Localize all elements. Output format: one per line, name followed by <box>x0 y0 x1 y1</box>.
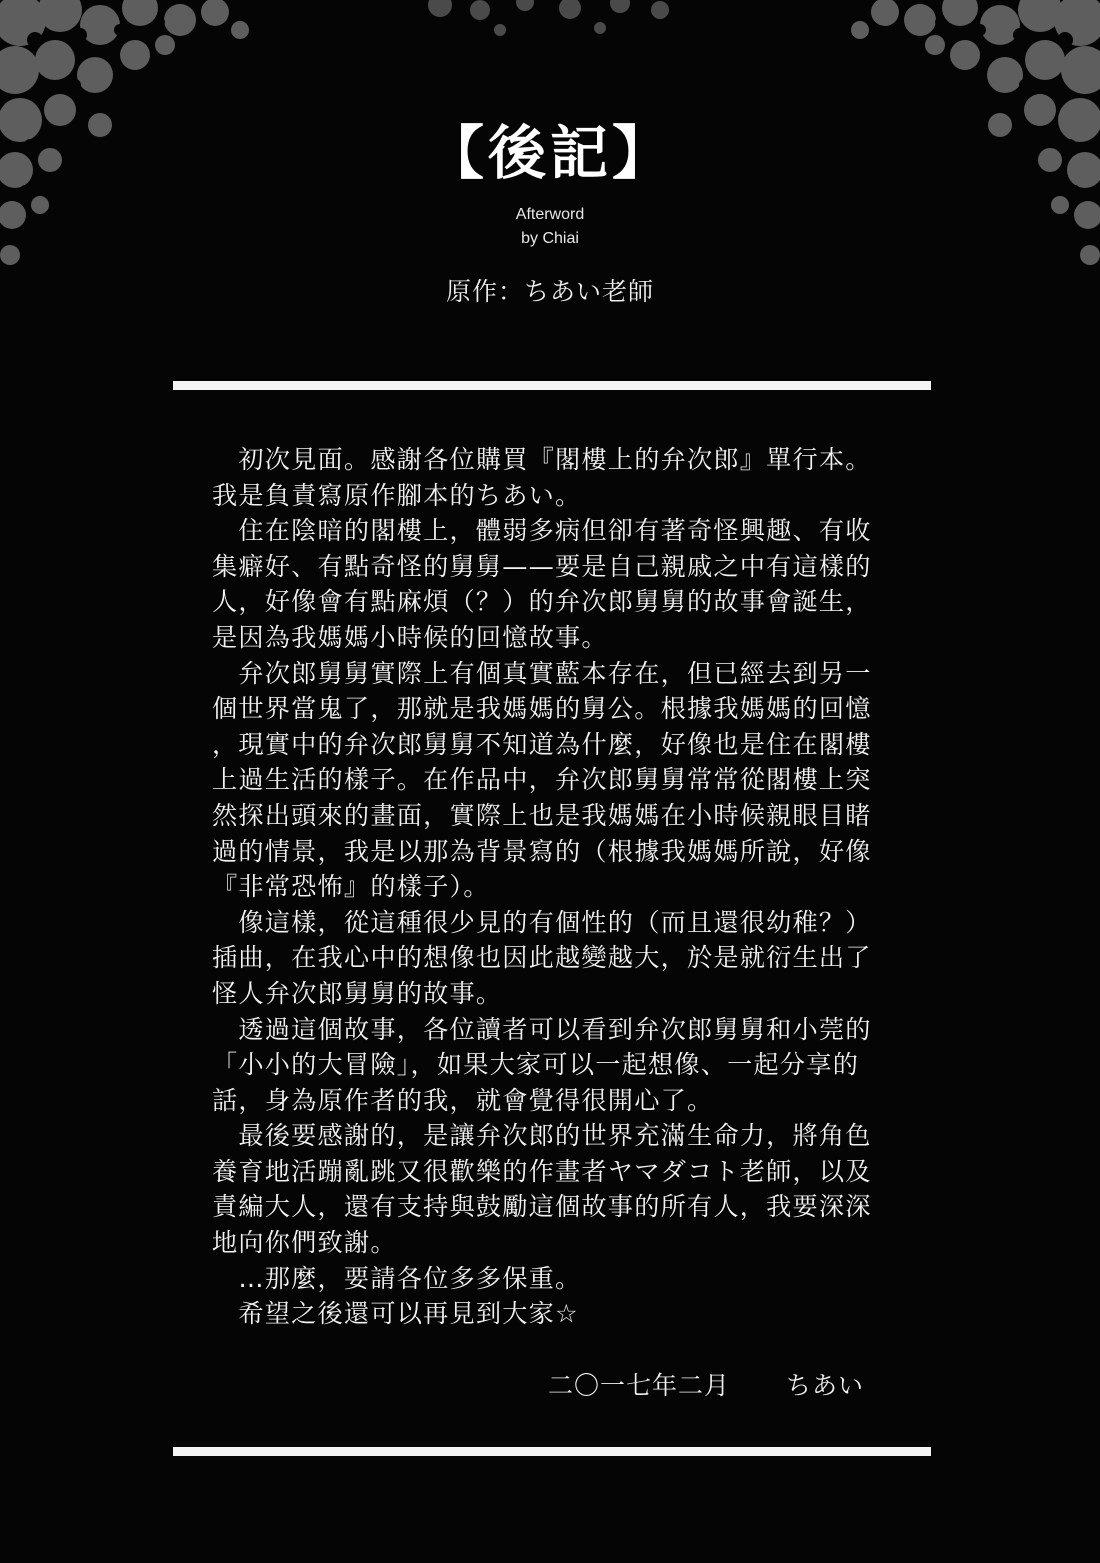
page-title: 【後記】 <box>425 119 674 187</box>
signature <box>548 1368 888 1404</box>
body-paragraph: 弁次郎舅舅實際上有個真實藍本存在，但已經去到另一 個世界當鬼了，那就是我媽媽的舅公。根據我媽媽的回憶 ，現實中的弁次郎舅舅不知道為什麼，好像也是住在閣樓 上過生活的樣子。在作品中，弁次郎舅舅常常從閣樓上突 然探出頭來的畫面，實際上也是我媽媽在小時候親眼目睹 過的情景，我是以那為背景寫的（根據我媽媽所說，好像 『非常恐怖』的樣子）。 <box>212 658 872 902</box>
author-credit: 原作：ちあい老師 <box>445 277 654 306</box>
body-paragraph: …那麼，要請各位多多保重。 <box>212 1263 582 1293</box>
signature-date: 二〇一七年二月 <box>548 1371 731 1400</box>
top-divider <box>173 381 931 390</box>
signature-name: ちあい <box>786 1371 865 1400</box>
foliage-top-decoration <box>420 0 680 80</box>
subtitle-author-line: by Chiai <box>521 230 579 247</box>
subtitle <box>0 203 1100 251</box>
afterword-body <box>212 442 912 1332</box>
body-paragraph: 住在陰暗的閣樓上，體弱多病但卻有著奇怪興趣、有收 集癖好、有點奇怪的舅舅——要是自己親戚之中有這樣的 人，好像會有點麻煩（？）的弁次郎舅舅的故事會誕生， 是因為我媽媽小時候的回憶故事。 <box>212 516 872 652</box>
body-paragraph: 透過這個故事，各位讀者可以看到弁次郎舅舅和小莞的 「小小的大冒險」，如果大家可以一起想像、一起分享的 話，身為原作者的我，就會覺得很開心了。 <box>212 1014 872 1115</box>
body-paragraph: 像這樣，從這種很少見的有個性的（而且還很幼稚？） 插曲，在我心中的想像也因此越變越大，於是就衍生出了 怪人弁次郎舅舅的故事。 <box>212 907 872 1008</box>
bottom-divider <box>173 1447 931 1456</box>
body-paragraph: 希望之後還可以再見到大家☆ <box>212 1299 579 1329</box>
body-paragraph: 初次見面。感謝各位購買『閣樓上的弁次郎』單行本。 我是負責寫原作腳本的ちあい。 <box>212 445 872 510</box>
subtitle-line: Afterword <box>515 206 585 223</box>
body-paragraph: 最後要感謝的，是讓弁次郎的世界充滿生命力，將角色 養育地活蹦亂跳又很歡樂的作畫者ヤマダコト老師，以及 責編大人，還有支持與鼓勵這個故事的所有人，我要深深 地向你們致謝。 <box>212 1121 872 1258</box>
